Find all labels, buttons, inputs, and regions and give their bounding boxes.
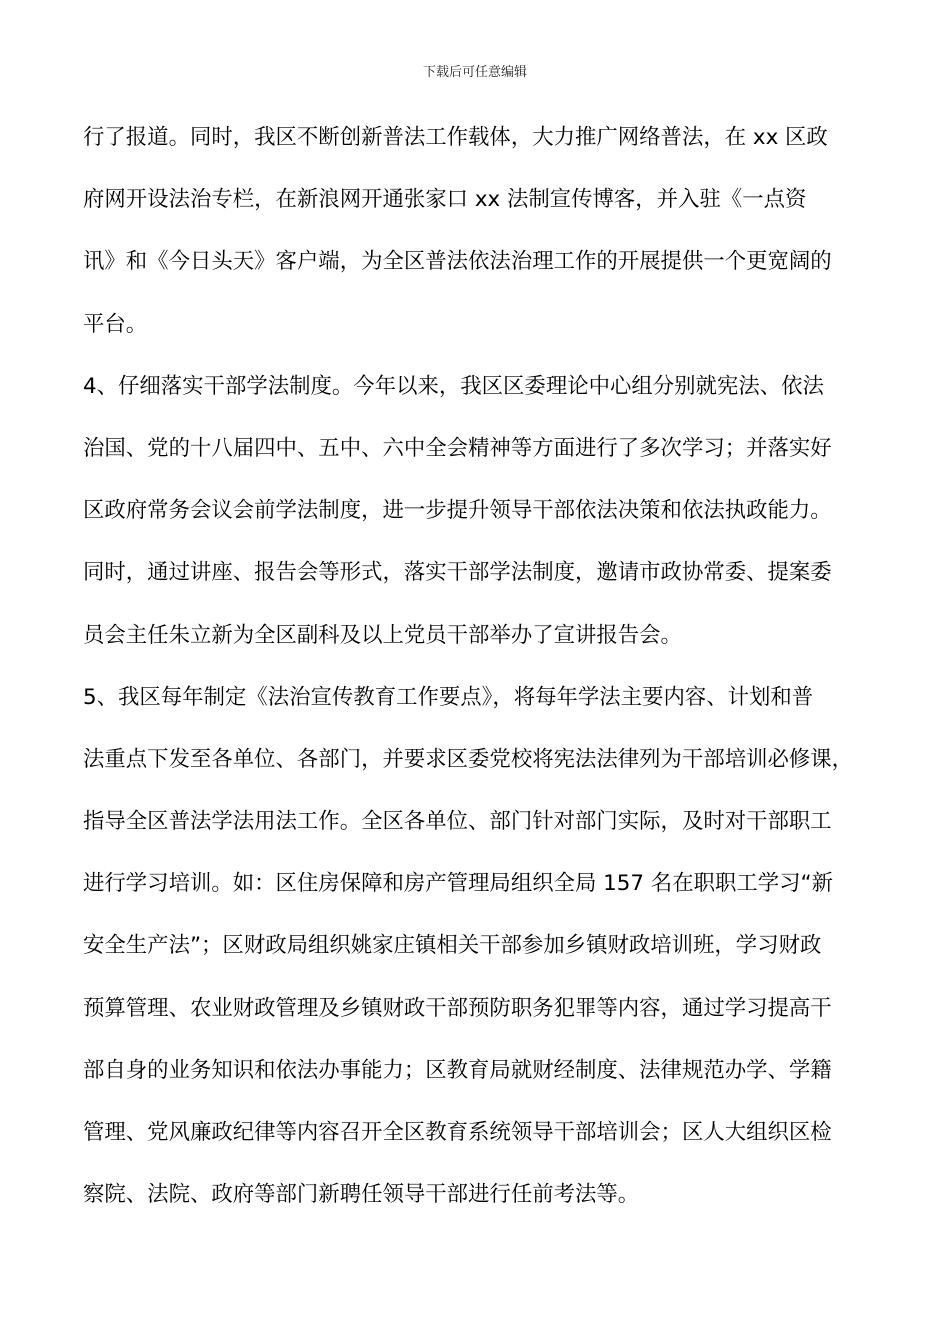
body-line: 部自身的业务知识和依法办事能力；区教育局就财经制度、法律规范办学、学籍 (83, 1057, 832, 1083)
body-line: 进行学习培训。如：区住房保障和房产管理局组织全局 157 名在职职工学习“新 (83, 871, 834, 897)
body-line: 府网开设法治专栏，在新浪网开通张家口 xx 法制宣传博客，并入驻《一点资 (83, 187, 807, 213)
body-line: 指导全区普法学法用法工作。全区各单位、部门针对部门实际，及时对干部职工 (83, 809, 832, 835)
page-header: 下载后可任意编辑 (422, 65, 527, 80)
body-line: 管理、党风廉政纪律等内容召开全区教育系统领导干部培训会；区人大组织区检 (83, 1120, 832, 1145)
body-line: 5、我区每年制定《法治宣传教育工作要点》，将每年学法主要内容、计划和普 (83, 684, 814, 710)
body-line: 区政府常务会议会前学法制度，进一步提升领导干部依法决策和依法执政能力。 (83, 498, 832, 524)
body-line: 4、仔细落实干部学法制度。今年以来，我区区委理论中心组分别就宪法、依法 (83, 373, 824, 399)
body-line: 安全生产法”；区财政局组织姚家庄镇相关干部参加乡镇财政培训班，学习财政 (83, 933, 822, 959)
body-line: 法重点下发至各单位、各部门，并要求区委党校将宪法法律列为干部培训必修课， (83, 746, 854, 772)
body-line: 治国、党的十八届四中、五中、六中全会精神等方面进行了多次学习；并落实好 (83, 435, 832, 461)
body-line: 行了报道。同时，我区不断创新普法工作载体，大力推广网络普法，在 xx 区政 (83, 125, 828, 150)
body-line: 同时，通过讲座、报告会等形式，落实干部学法制度，邀请市政协常委、提案委 (83, 560, 832, 586)
document-body (83, 118, 873, 1237)
body-line: 讯》和《今日头天》客户端，为全区普法依法治理工作的开展提供一个更宽阔的 (83, 249, 832, 275)
body-line: 预算管理、农业财政管理及乡镇财政干部预防职务犯罪等内容，通过学习提高干 (83, 995, 832, 1021)
body-line: 平台。 (83, 311, 148, 337)
body-line: 察院、法院、政府等部门新聘任领导干部进行任前考法等。 (83, 1182, 640, 1208)
body-line: 员会主任朱立新为全区副科及以上党员干部举办了宣讲报告会。 (83, 622, 682, 648)
